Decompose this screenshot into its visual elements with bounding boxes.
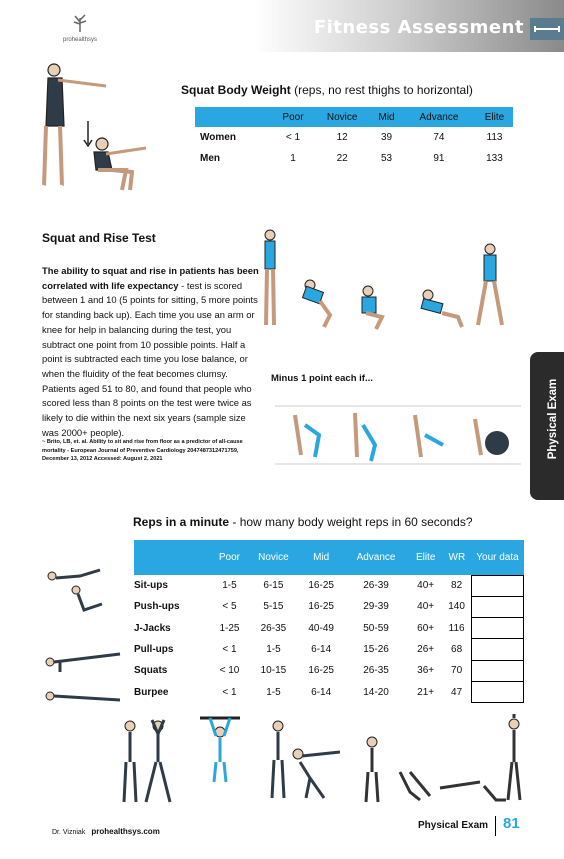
exercise-illustrations-bottom [110,712,530,812]
squat-row-label: Men [200,153,220,164]
reps-cell: 14-20 [363,686,389,698]
squat-cell: 133 [486,153,503,164]
squat-cell: 113 [486,132,503,143]
reps-row [134,639,524,660]
reps-title-bold: Reps in a minute [133,515,230,529]
squat-table [195,107,513,169]
reps-cell: 29-39 [363,601,389,613]
reps-cell: 16-25 [308,580,334,592]
squat-cell: 91 [433,153,445,164]
tree-logo-icon [70,10,90,32]
reps-cell: < 5 [222,601,237,613]
squat-illustration [36,56,152,198]
reps-cell: 1-5 [266,686,281,698]
reps-row-label: Sit-ups [134,580,168,592]
logo-text: prohealthsys [62,37,98,43]
reps-col-header: Elite [409,540,442,575]
reps-cell: 68 [451,644,463,656]
squat-cell: < 1 [285,132,301,143]
reps-cell: 5-15 [263,601,284,613]
reps-cell: 16-25 [308,601,334,613]
squat-rise-body-rest: - test is scored between 1 and 10 (5 points for sitting, 5 more points for standing back up). Each time you use an arm or knee for help in balancing during the test, you subtract one point from 10 possible points. Half a point is subtracted each time you lose balance, or when the fluidity of the feat becomes clumsy. Patients aged 51 to 80, and found that people who scored less than 8 points on the test were twice as likely to die within the next six years (sample size was 2000+ people). [42,279,258,438]
reps-cell: < 1 [222,686,237,698]
squat-rise-body-bold: The ability to squat and rise in patients has been correlated with life expectancy [42,265,259,291]
footer-section: Physical Exam [418,820,489,831]
reps-cell: 6-14 [311,644,332,656]
your-data-input[interactable] [472,639,524,660]
reps-cell: 50-59 [363,622,389,634]
reps-cell: 36+ [417,665,435,677]
your-data-input[interactable] [472,575,524,596]
reps-cell: 10-15 [260,665,287,677]
reps-row [134,596,524,617]
your-data-input[interactable] [472,618,524,639]
squat-col-header: Novice [313,107,371,127]
reps-cell: 40-49 [308,622,334,634]
squat-cell: 12 [336,132,348,143]
squat-col-header: Mid [371,107,402,127]
section-side-tab[interactable] [530,352,564,500]
squat-row [195,148,513,169]
reps-row-label: Pull-ups [134,644,174,656]
squat-rise-sequence-illustration [258,225,520,335]
reps-row [134,660,524,681]
reps-cell: 26-35 [260,622,287,634]
reps-title-rest: - how many body weight reps in 60 seconds? [229,515,473,529]
reps-cell: 26+ [417,644,435,656]
squat-rise-citation: ~ Brito, LB, et. al. Ability to sit and rise from floor as a predictor of all-cause mortality - European Journal of Preventive Cardiology 2047487312471759, December 13, 2012 Accessed: August 2, 2021 [42,439,243,463]
squat-cell: 22 [336,153,348,164]
reps-row-label: Burpee [134,686,169,698]
reps-cell: 40+ [417,601,435,613]
reps-col-header: Novice [247,540,299,575]
reps-cell: 6-15 [263,580,284,592]
reps-cell: 140 [448,601,465,613]
squat-col-header: Poor [273,107,313,127]
reps-cell: 1-5 [266,644,281,656]
reps-col-header: Mid [299,540,343,575]
reps-cell: 16-25 [308,665,334,677]
reps-col-header: WR [442,540,471,575]
reps-cell: 60+ [417,622,435,634]
page-title: Fitness Assessment [313,17,524,38]
squat-cell: 1 [290,153,296,164]
reps-cell: 82 [451,580,463,592]
your-data-input[interactable] [472,681,524,702]
reps-row-label: J-Jacks [134,622,171,634]
reps-section-title [133,515,473,529]
squat-col-header: Elite [476,107,513,127]
side-tab-label: Physical Exam [547,378,559,460]
reps-col-header: Poor [212,540,248,575]
reps-cell: 6-14 [311,686,332,698]
squat-cell: 53 [381,153,393,164]
logo [60,10,100,46]
minus-point-label: Minus 1 point each if... [271,373,373,384]
reps-row [134,575,524,596]
squat-row-label: Women [200,132,236,143]
reps-cell: < 1 [222,644,237,656]
squat-cell: 39 [381,132,393,143]
reps-cell: 21+ [417,686,435,698]
squat-section-title [181,83,473,97]
reps-table [134,540,524,703]
your-data-input[interactable] [472,660,524,681]
reps-cell: 1-25 [219,622,240,634]
your-data-input[interactable] [472,596,524,617]
reps-cell: 47 [451,686,463,698]
reps-cell: 15-26 [363,644,389,656]
reps-row-label: Squats [134,665,168,677]
squat-cell: 74 [433,132,445,143]
footer-site-link[interactable]: prohealthsys.com [91,827,160,836]
reps-cell: < 10 [219,665,240,677]
balance-penalty-illustrations [275,405,521,465]
bone-icon [530,18,564,40]
reps-col-header: Advance [343,540,409,575]
reps-cell: 26-39 [363,580,389,592]
squat-rise-title: Squat and Rise Test [42,231,156,245]
squat-col-header: Advance [402,107,476,127]
page-number: 81 [503,815,520,832]
footer-credit [52,827,160,836]
reps-row [134,681,524,702]
reps-cell: 116 [448,622,465,634]
reps-cell: 40+ [417,580,435,592]
reps-col-header: Your data [472,540,524,575]
reps-cell: 1-5 [222,580,237,592]
squat-row [195,127,513,148]
squat-title-rest: (reps, no rest thighs to horizontal) [290,83,473,97]
squat-rise-body [42,264,261,440]
footer-divider [495,816,496,836]
squat-col-header [195,107,273,127]
reps-col-header [134,540,212,575]
reps-row-label: Push-ups [134,601,180,613]
reps-cell: 26-35 [363,665,389,677]
footer-author: Dr. Vizniak [52,829,86,836]
page-header [0,0,564,52]
squat-title-bold: Squat Body Weight [181,83,291,97]
exercise-illustrations-left [40,562,128,710]
reps-cell: 70 [451,665,463,677]
reps-row [134,618,524,639]
